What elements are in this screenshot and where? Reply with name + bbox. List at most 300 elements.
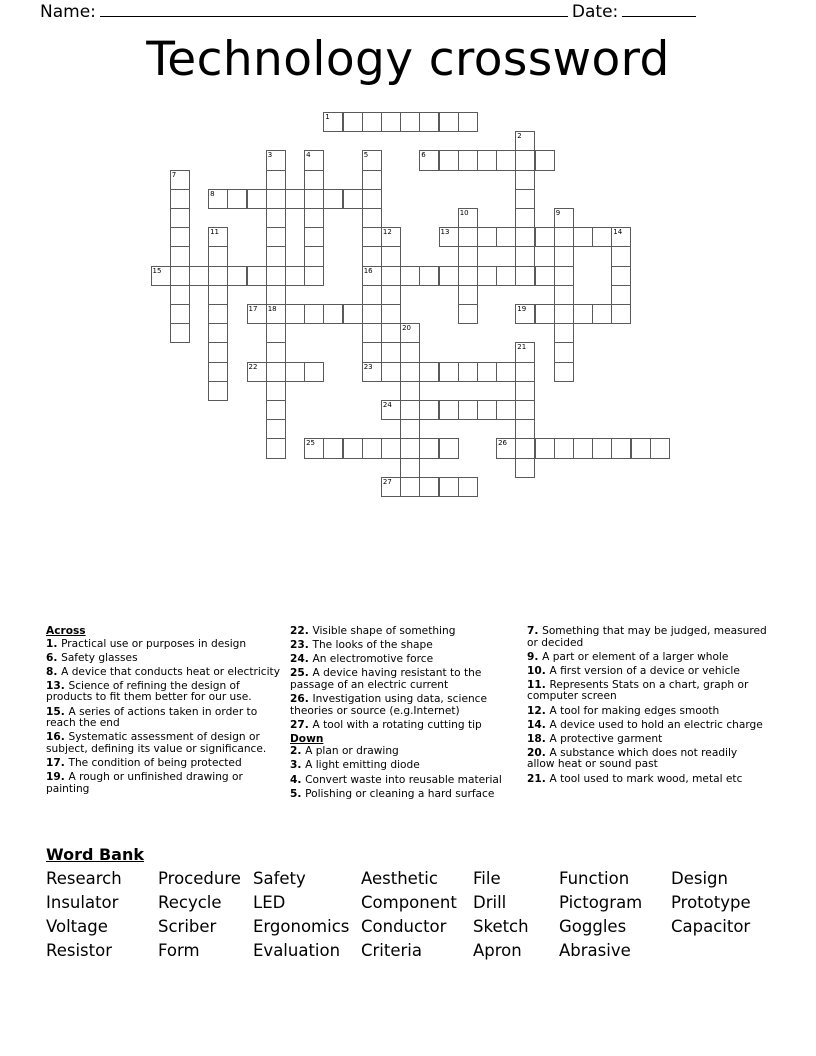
crossword-cell[interactable] (304, 150, 324, 170)
crossword-cell[interactable] (266, 438, 286, 458)
crossword-cell[interactable] (227, 189, 247, 209)
crossword-cell[interactable] (362, 208, 382, 228)
crossword-cell[interactable] (400, 381, 420, 401)
crossword-cell[interactable] (535, 150, 555, 170)
crossword-cell[interactable] (208, 266, 228, 286)
clue-text: A series of actions taken in order to reach the end (46, 705, 258, 730)
clue-text: A device having resistant to the passage of an electric current (290, 667, 482, 691)
crossword-cell[interactable] (419, 150, 439, 170)
crossword-cell[interactable] (554, 362, 574, 382)
clue-item (290, 775, 518, 787)
name-label: Name: (40, 2, 96, 22)
crossword-cell[interactable] (535, 227, 555, 247)
crossword-cell[interactable] (151, 266, 171, 286)
crossword-cell[interactable] (208, 342, 228, 362)
crossword-cell[interactable] (611, 227, 631, 247)
crossword-cell[interactable] (400, 362, 420, 382)
clue-item (290, 654, 518, 666)
word-bank-word[interactable]: Insulator (46, 893, 119, 912)
crossword-cell[interactable] (362, 304, 382, 324)
crossword-cell[interactable] (285, 189, 305, 209)
crossword-cell[interactable] (439, 438, 459, 458)
crossword-cell[interactable] (266, 304, 286, 324)
clue-text: Science of refining the design of products to fit them better for our use. (46, 679, 252, 704)
word-bank-word[interactable]: Component (361, 893, 457, 912)
crossword-cell[interactable] (170, 246, 190, 266)
crossword-cell[interactable] (343, 112, 363, 132)
crossword-cell[interactable] (535, 266, 555, 286)
crossword-cell[interactable] (227, 266, 247, 286)
crossword-cell[interactable] (496, 362, 516, 382)
word-bank-word[interactable]: Evaluation (253, 941, 341, 960)
clues-column-2 (290, 626, 518, 803)
crossword-cell[interactable] (304, 170, 324, 190)
crossword-cell[interactable] (611, 266, 631, 286)
word-bank-word[interactable]: Voltage (46, 917, 108, 936)
crossword-cell[interactable] (381, 323, 401, 343)
crossword-cell[interactable] (208, 227, 228, 247)
crossword-cell[interactable] (170, 189, 190, 209)
crossword-cell[interactable] (266, 150, 286, 170)
crossword-cell[interactable] (362, 323, 382, 343)
crossword-cell[interactable] (439, 112, 459, 132)
crossword-cell[interactable] (381, 400, 401, 420)
clue-text: Systematic assessment of design or subject, defining its value or significance. (46, 731, 267, 755)
crossword-cell[interactable] (323, 112, 343, 132)
word-bank-word[interactable]: LED (253, 893, 286, 912)
clue-item (290, 626, 518, 638)
crossword-cell[interactable] (515, 131, 535, 151)
crossword-cell[interactable] (247, 304, 267, 324)
crossword-cell[interactable] (381, 112, 401, 132)
cell-number: 18 (267, 305, 277, 313)
crossword-cell[interactable] (419, 112, 439, 132)
crossword-cell[interactable] (208, 362, 228, 382)
cell-number: 6 (421, 151, 426, 160)
crossword-cell[interactable] (266, 285, 286, 305)
crossword-cell[interactable] (400, 400, 420, 420)
crossword-cell[interactable] (515, 438, 535, 458)
crossword-cell[interactable] (362, 285, 382, 305)
crossword-cell[interactable] (496, 227, 516, 247)
crossword-cell[interactable] (419, 477, 439, 497)
clue-text: A rough or unfinished drawing or painting (46, 771, 243, 795)
down-heading: Down (290, 732, 324, 745)
crossword-cell[interactable] (266, 342, 286, 362)
crossword-cell[interactable] (400, 323, 420, 343)
crossword-cell[interactable] (208, 189, 228, 209)
crossword-cell[interactable] (496, 438, 516, 458)
word-bank-word[interactable]: Research (46, 869, 122, 888)
crossword-cell[interactable] (611, 285, 631, 305)
crossword-cell[interactable] (419, 362, 439, 382)
crossword-cell[interactable] (496, 150, 516, 170)
clue-item (290, 760, 518, 772)
crossword-cell[interactable] (266, 170, 286, 190)
word-bank-word[interactable]: Scriber (158, 917, 217, 936)
crossword-cell[interactable] (266, 362, 286, 382)
crossword-cell[interactable] (554, 323, 574, 343)
crossword-cell[interactable] (458, 304, 478, 324)
clue-number: 20. (527, 746, 550, 759)
cell-number: 24 (382, 401, 392, 409)
crossword-grid[interactable] (0, 0, 816, 520)
crossword-cell[interactable] (208, 304, 228, 324)
crossword-cell[interactable] (554, 227, 574, 247)
crossword-cell[interactable] (515, 419, 535, 439)
word-bank-title: Word Bank (46, 845, 145, 864)
crossword-cell[interactable] (419, 400, 439, 420)
page-title: Technology crossword (146, 32, 670, 87)
crossword-cell[interactable] (266, 381, 286, 401)
clue-text: A protective garment (549, 732, 663, 745)
cell-number: 23 (363, 362, 373, 371)
crossword-cell[interactable] (592, 227, 612, 247)
word-bank-word[interactable]: Abrasive (559, 941, 631, 960)
crossword-cell[interactable] (400, 266, 420, 286)
crossword-cell[interactable] (304, 246, 324, 266)
cell-number: 12 (382, 228, 392, 237)
crossword-cell[interactable] (362, 170, 382, 190)
clue-text: A tool used to mark wood, metal etc (549, 772, 743, 785)
clue-text: Visible shape of something (312, 625, 456, 637)
crossword-cell[interactable] (439, 227, 459, 247)
clue-item (527, 680, 767, 703)
crossword-cell[interactable] (266, 208, 286, 228)
crossword-cell[interactable] (515, 170, 535, 190)
crossword-cell[interactable] (554, 304, 574, 324)
cell-number: 22 (248, 362, 258, 371)
cell-number: 8 (210, 189, 215, 198)
crossword-cell[interactable] (323, 189, 343, 209)
crossword-cell[interactable] (496, 266, 516, 286)
cell-number: 11 (210, 228, 220, 237)
crossword-cell[interactable] (266, 227, 286, 247)
clue-item (290, 789, 518, 801)
crossword-cell[interactable] (381, 304, 401, 324)
clue-text: A plan or drawing (305, 745, 399, 758)
crossword-cell[interactable] (304, 208, 324, 228)
crossword-cell[interactable] (515, 208, 535, 228)
crossword-cell[interactable] (458, 362, 478, 382)
crossword-cell[interactable] (458, 150, 478, 170)
clue-number: 4. (290, 773, 306, 786)
crossword-cell[interactable] (343, 189, 363, 209)
crossword-cell[interactable] (400, 112, 420, 132)
crossword-cell[interactable] (381, 285, 401, 305)
cell-number: 4 (306, 151, 311, 160)
crossword-cell[interactable] (554, 208, 574, 228)
crossword-cell[interactable] (285, 304, 305, 324)
crossword-cell[interactable] (247, 362, 267, 382)
clue-text: A device that conducts heat or electricity (61, 665, 280, 678)
crossword-cell[interactable] (419, 438, 439, 458)
clue-text: Convert waste into reusable material (305, 773, 502, 786)
clue-item (46, 667, 284, 679)
word-bank-word[interactable]: Goggles (559, 917, 627, 936)
crossword-cell[interactable] (592, 438, 612, 458)
crossword-cell[interactable] (477, 227, 497, 247)
crossword-cell[interactable] (343, 304, 363, 324)
date-label: Date: (571, 2, 619, 22)
crossword-cell[interactable] (477, 150, 497, 170)
clue-item (46, 639, 284, 651)
word-bank-word[interactable]: File (473, 869, 501, 888)
word-bank-word[interactable]: Capacitor (671, 917, 751, 936)
crossword-cell[interactable] (554, 438, 574, 458)
crossword-cell[interactable] (515, 458, 535, 478)
crossword-cell[interactable] (439, 266, 459, 286)
clue-number: 7. (527, 625, 543, 637)
clue-item (46, 653, 284, 665)
clue-number: 21. (527, 772, 550, 785)
crossword-cell[interactable] (381, 246, 401, 266)
crossword-cell[interactable] (266, 246, 286, 266)
crossword-cell[interactable] (400, 419, 420, 439)
word-bank-word[interactable]: Form (158, 941, 200, 960)
crossword-cell[interactable] (266, 189, 286, 209)
crossword-cell[interactable] (304, 227, 324, 247)
crossword-cell[interactable] (515, 266, 535, 286)
crossword-cell[interactable] (170, 208, 190, 228)
crossword-cell[interactable] (362, 150, 382, 170)
word-bank-word[interactable]: Function (559, 869, 630, 888)
crossword-cell[interactable] (458, 285, 478, 305)
clue-number: 10. (527, 664, 550, 677)
crossword-cell[interactable] (323, 438, 343, 458)
clue-number: 17. (46, 756, 69, 769)
crossword-cell[interactable] (515, 362, 535, 382)
crossword-cell[interactable] (400, 438, 420, 458)
word-bank-word[interactable]: Procedure (158, 869, 241, 888)
crossword-cell[interactable] (189, 266, 209, 286)
crossword-cell[interactable] (247, 189, 267, 209)
crossword-cell[interactable] (515, 304, 535, 324)
word-bank-word[interactable]: Design (671, 869, 728, 888)
crossword-cell[interactable] (381, 438, 401, 458)
word-bank-empty (671, 939, 776, 962)
crossword-cell[interactable] (554, 285, 574, 305)
crossword-cell[interactable] (496, 400, 516, 420)
crossword-cell[interactable] (458, 266, 478, 286)
word-bank-word[interactable]: Pictogram (559, 893, 643, 912)
crossword-cell[interactable] (208, 381, 228, 401)
word-bank-word[interactable]: Resistor (46, 941, 112, 960)
crossword-cell[interactable] (362, 112, 382, 132)
crossword-cell[interactable] (266, 400, 286, 420)
crossword-cell[interactable] (535, 304, 555, 324)
clue-text: Polishing or cleaning a hard surface (305, 787, 495, 800)
crossword-cell[interactable] (170, 285, 190, 305)
cell-number: 21 (517, 343, 527, 352)
crossword-cell[interactable] (381, 266, 401, 286)
crossword-cell[interactable] (515, 227, 535, 247)
crossword-cell[interactable] (515, 246, 535, 266)
crossword-cell[interactable] (515, 150, 535, 170)
clue-number: 8. (46, 665, 62, 678)
word-bank-word[interactable]: Apron (473, 941, 522, 960)
cell-number: 20 (402, 324, 412, 333)
crossword-cell[interactable] (400, 458, 420, 478)
crossword-cell[interactable] (362, 189, 382, 209)
crossword-cell[interactable] (650, 438, 670, 458)
clue-item (46, 681, 284, 704)
crossword-cell[interactable] (170, 227, 190, 247)
crossword-cell[interactable] (362, 438, 382, 458)
clue-text: A tool for making edges smooth (549, 704, 720, 717)
crossword-cell[interactable] (381, 477, 401, 497)
cell-number: 26 (498, 439, 508, 448)
crossword-cell[interactable] (611, 304, 631, 324)
clues-column-3 (527, 626, 767, 788)
cell-number: 3 (267, 151, 273, 160)
clue-item (290, 640, 518, 652)
word-bank-word[interactable]: Criteria (361, 941, 422, 960)
crossword-cell[interactable] (266, 323, 286, 343)
cell-number: 15 (152, 266, 162, 275)
crossword-cell[interactable] (285, 362, 305, 382)
crossword-cell[interactable] (515, 400, 535, 420)
crossword-cell[interactable] (362, 246, 382, 266)
clue-number: 15. (46, 705, 69, 718)
crossword-cell[interactable] (554, 342, 574, 362)
word-bank-word[interactable]: Conductor (361, 917, 447, 936)
crossword-cell[interactable] (458, 208, 478, 228)
word-bank-word[interactable]: Drill (473, 893, 507, 912)
crossword-cell[interactable] (170, 304, 190, 324)
word-bank-word[interactable]: Aesthetic (361, 869, 438, 888)
crossword-cell[interactable] (208, 246, 228, 266)
clue-item (290, 668, 518, 691)
crossword-cell[interactable] (170, 266, 190, 286)
crossword-cell[interactable] (266, 266, 286, 286)
crossword-cell[interactable] (458, 400, 478, 420)
clue-item (527, 652, 767, 664)
cell-number: 16 (363, 266, 373, 275)
word-bank-word[interactable]: Prototype (671, 893, 751, 912)
crossword-cell[interactable] (266, 419, 286, 439)
crossword-cell[interactable] (362, 227, 382, 247)
crossword-cell[interactable] (592, 304, 612, 324)
crossword-cell[interactable] (304, 266, 324, 286)
clue-number: 1. (46, 637, 62, 650)
clue-text: Something that may be judged, measured or decided (527, 625, 767, 649)
crossword-cell[interactable] (400, 342, 420, 362)
crossword-cell[interactable] (208, 323, 228, 343)
crossword-cell[interactable] (458, 477, 478, 497)
cell-number: 2 (517, 132, 522, 141)
crossword-cell[interactable] (304, 362, 324, 382)
crossword-cell[interactable] (381, 342, 401, 362)
clue-number: 11. (527, 678, 550, 691)
cell-number: 17 (248, 305, 258, 313)
crossword-cell[interactable] (573, 438, 593, 458)
crossword-cell[interactable] (515, 381, 535, 401)
crossword-cell[interactable] (477, 400, 497, 420)
cell-number: 19 (517, 305, 527, 313)
crossword-cell[interactable] (535, 438, 555, 458)
clue-item (46, 758, 284, 770)
crossword-cell[interactable] (400, 477, 420, 497)
crossword-cell[interactable] (439, 150, 459, 170)
clue-item (527, 626, 767, 649)
across-heading: Across (46, 625, 86, 637)
clue-item (527, 666, 767, 678)
cell-number: 25 (306, 439, 316, 448)
clue-number: 13. (46, 679, 69, 692)
crossword-cell[interactable] (362, 342, 382, 362)
crossword-cell[interactable] (304, 438, 324, 458)
crossword-cell[interactable] (247, 266, 267, 286)
crossword-cell[interactable] (439, 362, 459, 382)
crossword-cell[interactable] (419, 266, 439, 286)
word-bank-grid (46, 867, 776, 962)
clue-item (527, 748, 767, 771)
crossword-cell[interactable] (170, 323, 190, 343)
word-bank-word[interactable]: Safety (253, 869, 306, 888)
crossword-cell[interactable] (458, 227, 478, 247)
clue-number: 14. (527, 718, 550, 731)
crossword-cell[interactable] (439, 400, 459, 420)
crossword-cell[interactable] (381, 362, 401, 382)
clue-item (527, 720, 767, 732)
clue-text: The looks of the shape (312, 639, 433, 652)
clue-text: Safety glasses (61, 651, 138, 664)
clue-text: A substance which does not readily allow heat or sound past (527, 746, 738, 771)
clue-text: A device used to hold an electric charge (549, 718, 763, 731)
clues-column-1 (46, 626, 284, 798)
crossword-cell[interactable] (573, 227, 593, 247)
crossword-cell[interactable] (170, 170, 190, 190)
cell-number: 14 (613, 228, 623, 237)
clue-number: 22. (290, 625, 313, 637)
crossword-cell[interactable] (458, 246, 478, 266)
crossword-cell[interactable] (439, 477, 459, 497)
crossword-cell[interactable] (458, 112, 478, 132)
clue-number: 16. (46, 731, 69, 744)
clue-text: Investigation using data, science theories or source (e.g.Internet) (290, 692, 488, 717)
crossword-cell[interactable] (554, 246, 574, 266)
crossword-cell[interactable] (362, 362, 382, 382)
clue-number: 19. (46, 771, 69, 784)
crossword-cell[interactable] (362, 266, 382, 286)
word-bank-word[interactable]: Ergonomics (253, 917, 350, 936)
crossword-cell[interactable] (477, 362, 497, 382)
crossword-cell[interactable] (515, 189, 535, 209)
crossword-cell[interactable] (304, 189, 324, 209)
crossword-cell[interactable] (573, 304, 593, 324)
crossword-cell[interactable] (515, 342, 535, 362)
clue-item (527, 734, 767, 746)
crossword-cell[interactable] (381, 227, 401, 247)
crossword-cell[interactable] (343, 438, 363, 458)
crossword-cell[interactable] (611, 246, 631, 266)
clue-number: 26. (290, 692, 313, 705)
crossword-cell[interactable] (611, 438, 631, 458)
crossword-cell[interactable] (323, 304, 343, 324)
crossword-cell[interactable] (304, 304, 324, 324)
crossword-cell[interactable] (631, 438, 651, 458)
crossword-cell[interactable] (208, 285, 228, 305)
clue-number: 27. (290, 718, 313, 731)
word-bank-word[interactable]: Sketch (473, 917, 529, 936)
clue-text: A light emitting diode (305, 759, 420, 772)
crossword-cell[interactable] (285, 266, 305, 286)
word-bank-word[interactable]: Recycle (158, 893, 222, 912)
crossword-cell[interactable] (477, 266, 497, 286)
cell-number: 5 (363, 151, 369, 160)
crossword-cell[interactable] (554, 266, 574, 286)
